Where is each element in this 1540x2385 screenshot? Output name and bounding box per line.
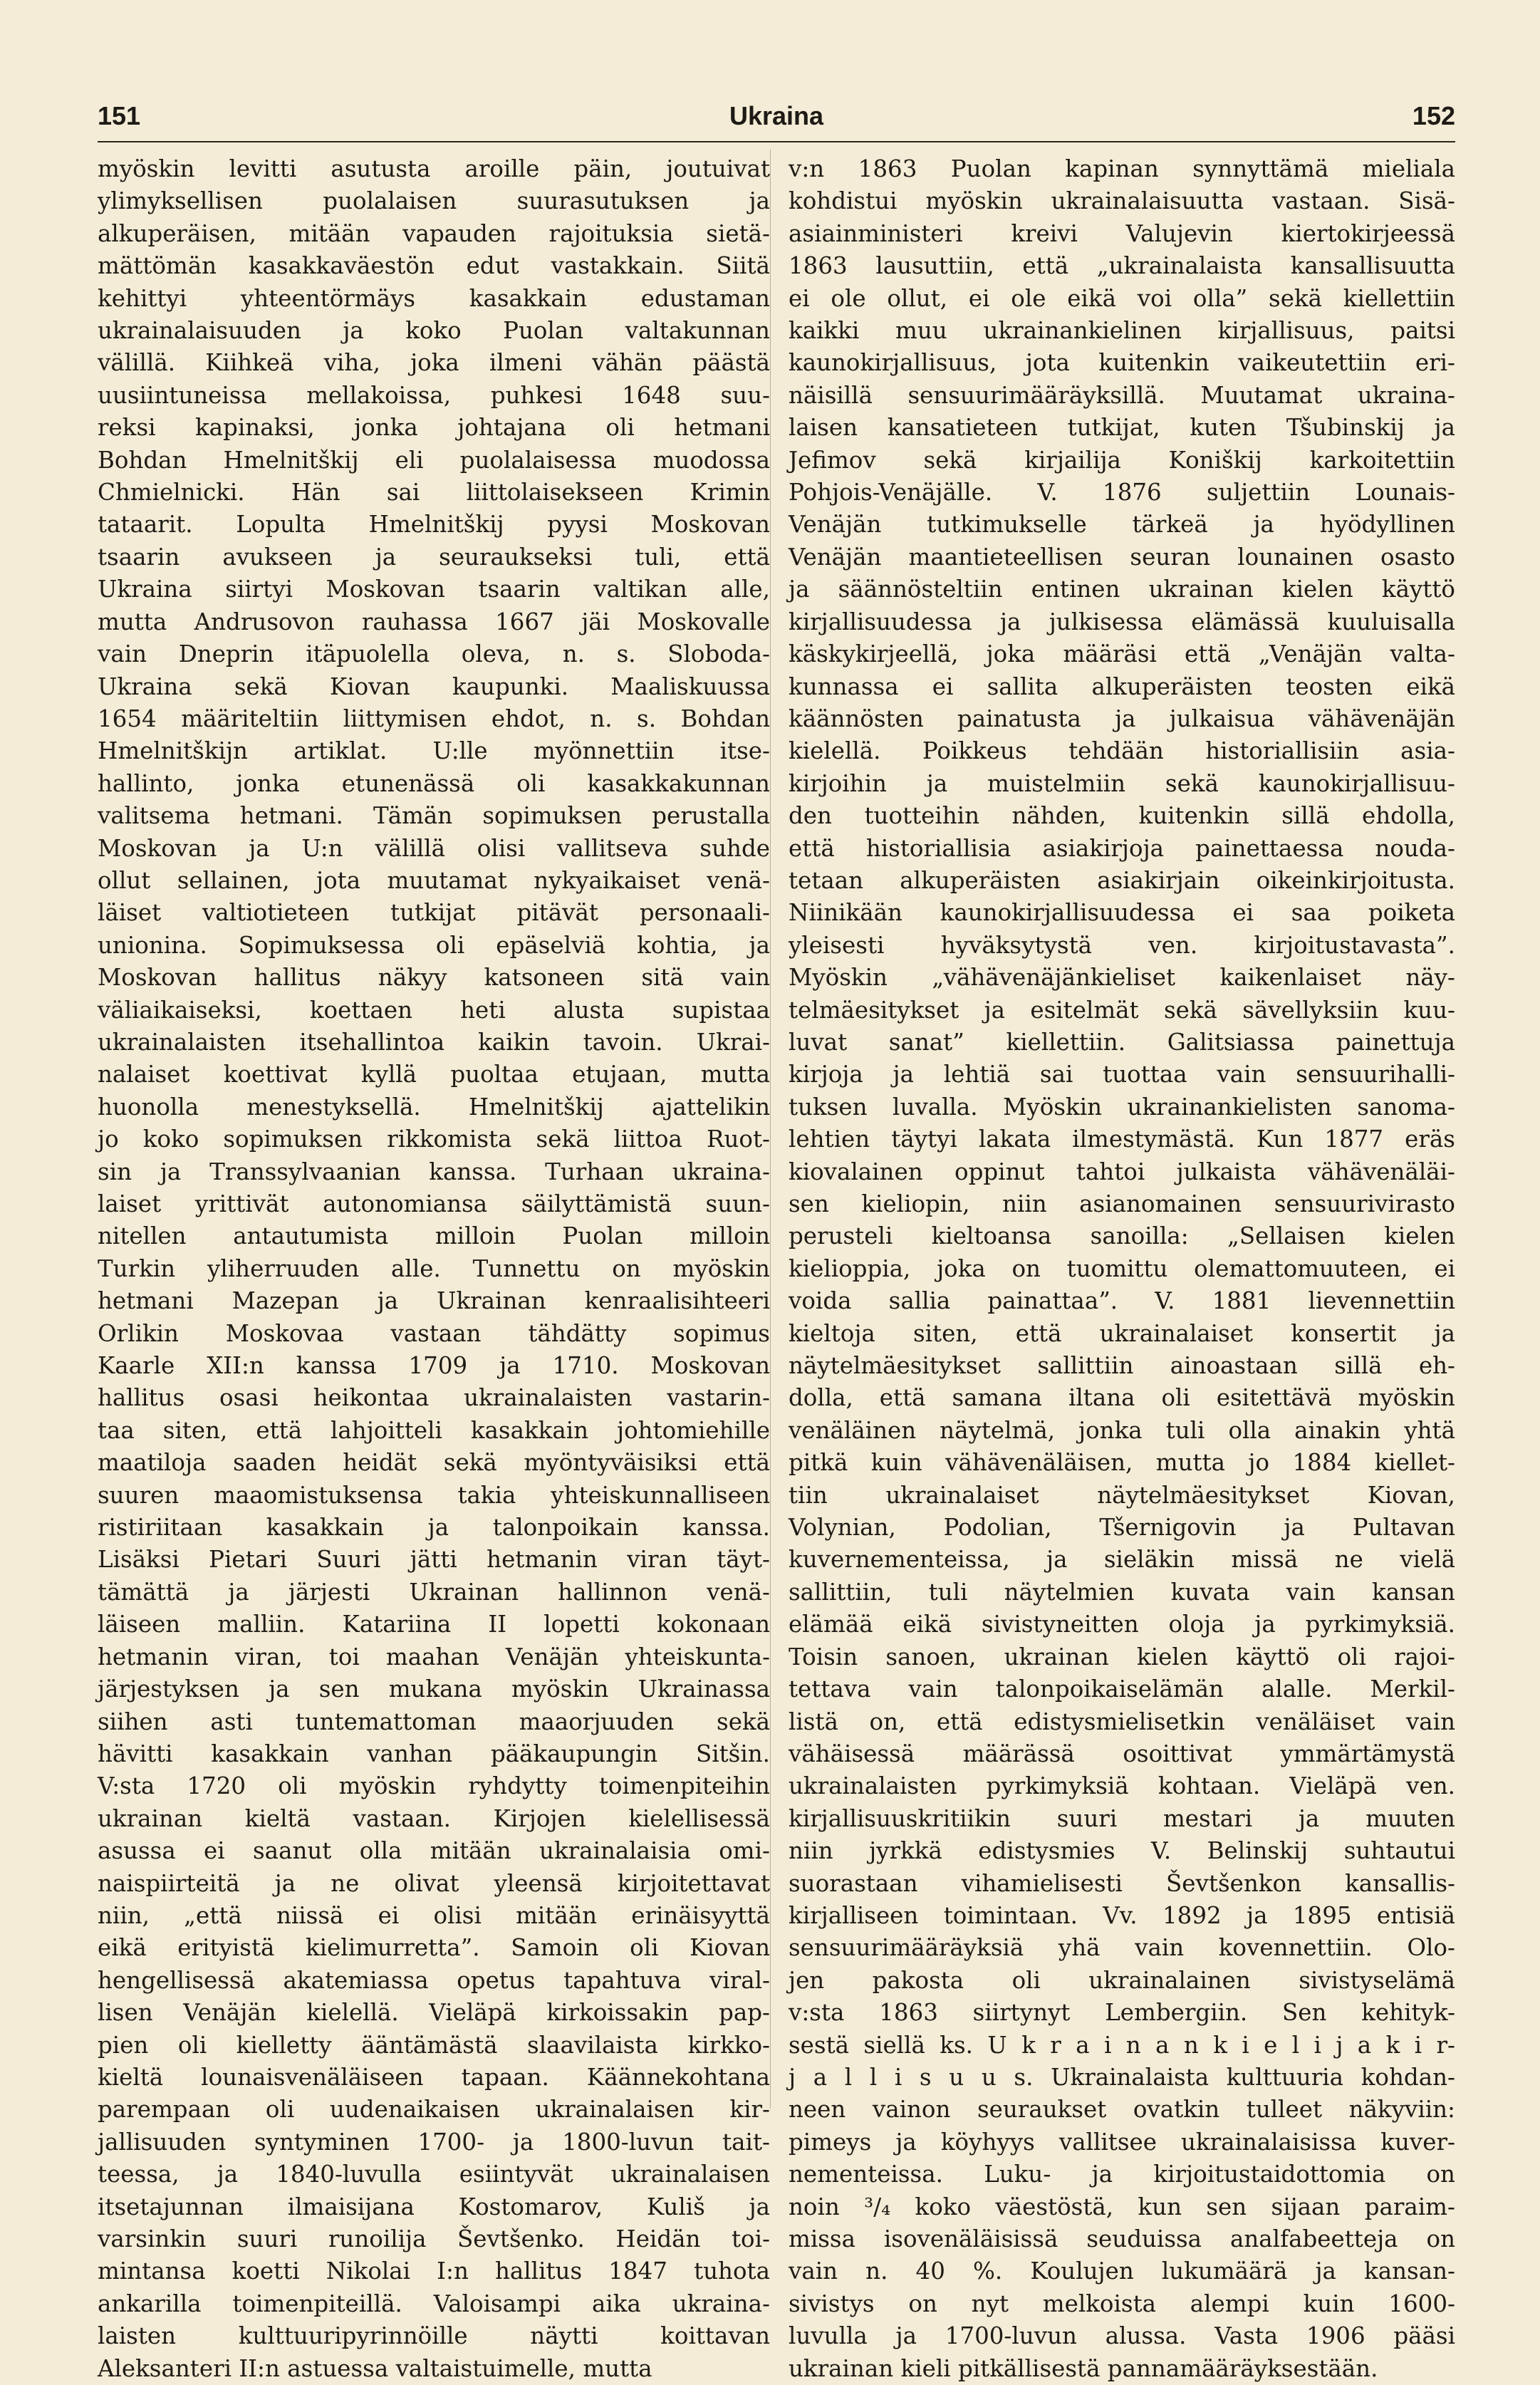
page-number-right: 152 [1412,101,1455,130]
text-line: Turkin yliherruuden alle. Tunnettu on myöskin [98,1254,770,1282]
text-line: dolla, että samana iltana oli esitettävä myöskin [789,1384,1455,1412]
header-rule [98,141,1455,142]
text-line: että historiallisia asiakirjoja painettaessa nouda- [789,834,1455,862]
text-line: vain n. 40 %. Koulujen lukumäärä ja kansan- [789,2257,1455,2285]
text-line: pimeys ja köyhyys vallitsee ukrainalaisissa kuver- [789,2128,1455,2156]
text-line: sivistys on nyt melkoista alempi kuin 1600- [789,2290,1455,2317]
text-line: sin ja Transsylvaanian kanssa. Turhaan ukraina- [98,1158,770,1185]
text-line: luvat sanat” kiellettiin. Galitsiassa painettuja [789,1028,1455,1056]
text-line: tsaarin avukseen ja seuraukseksi tuli, että [98,543,770,571]
text-line: parempaan oli uudenaikaisen ukrainalaisen kir- [98,2096,770,2124]
text-line: Volynian, Podolian, Tšernigovin ja Pultavan [789,1514,1455,1542]
text-line: Chmielnicki. Hän sai liittolaisekseen Krimin [98,479,770,506]
text-line: Orlikin Moskovaa vastaan tähdätty sopimus [98,1319,770,1347]
text-line: hallinto, jonka etunenässä oli kasakkakunnan [98,769,770,797]
text-line: ukrainalaisuuden ja koko Puolan valtakunnan [98,317,770,345]
text-line: Aleksanteri II:n astuessa valtaistuimelle, mutta [98,2354,652,2382]
text-line: 1654 määriteltiin liittymisen ehdot, n. s. Bohdan [98,705,770,732]
text-line: huonolla menestyksellä. Hmelnitškij ajattelikin [98,1093,770,1121]
text-line: hallitus osasi heikontaa ukrainalaisten vastarin- [98,1384,770,1412]
text-line: kohdistui myöskin ukrainalaisuutta vastaan. Sisä- [789,187,1455,215]
text-line: naispiirteitä ja ne olivat yleensä kirjoitettavat [98,1869,770,1897]
text-line: kirjallisuuskritiikin suuri mestari ja muuten [789,1804,1455,1832]
text-line: Moskovan hallitus näkyy katsoneen sitä vain [98,964,770,992]
text-line: valitsema hetmani. Tämän sopimuksen perustalla [98,802,770,830]
text-line: jen pakosta oli ukrainalainen sivistyselämä [789,1966,1455,1994]
text-line: Hmelnitškijn artiklat. U:lle myönnettiin itse- [98,737,770,765]
text-line: Kaarle XII:n kanssa 1709 ja 1710. Moskovan [98,1352,770,1380]
text-line: ja säännösteltiin entinen ukrainan kielen käyttö [789,576,1455,603]
text-line: mutta Andrusovon rauhassa 1667 jäi Moskovalle [98,608,770,635]
text-line: tettava vain talonpoikaiselämän alalle. Merkil- [789,1675,1455,1703]
text-line: v:n 1863 Puolan kapinan synnyttämä mieliala [789,155,1455,182]
text-line: ollut sellainen, jota muutamat nykyaikaiset venä- [98,866,770,894]
text-line: ristiriitaan kasakkain ja talonpoikain kanssa. [98,1514,770,1542]
text-line: kirjoihin ja muistelmiin sekä kaunokirjallisuu- [789,769,1455,797]
text-line: Ukraina siirtyi Moskovan tsaarin valtikan alle, [98,576,770,603]
text-line: myöskin levitti asutusta aroille päin, joutuivat [98,155,770,182]
text-line: Lisäksi Pietari Suuri jätti hetmanin viran täyt- [98,1546,770,1574]
text-line: alkuperäisen, mitään vapauden rajoituksia sietä- [98,219,770,247]
text-line: väliaikaiseksi, koettaen heti alusta supistaa [98,996,770,1024]
text-line: Venäjän maantieteellisen seuran lounainen osasto [789,543,1455,571]
text-line: perusteli kieltoansa sanoilla: „Sellaisen kielen [789,1222,1455,1250]
text-line: ukrainalaisten pyrkimyksiä kohtaan. Vieläpä ven. [789,1772,1455,1800]
text-line: suorastaan vihamielisesti Ševtšenkon kansallis- [789,1869,1455,1897]
text-line: Toisin sanoen, ukrainan kielen käyttö oli rajoi- [789,1643,1455,1670]
text-line: teessa, ja 1840-luvulla esiintyvät ukrainalaisen [98,2161,770,2188]
text-line: tetaan alkuperäisten asiakirjain oikeinkirjoitusta. [789,866,1455,894]
text-line: asussa ei saanut olla mitään ukrainalaisia omi- [98,1837,770,1865]
text-line: kaikki muu ukrainankielinen kirjallisuus, paitsi [789,317,1455,345]
text-line: sensuurimääräyksiä yhä vain kovennettiin. Olo- [789,1934,1455,1962]
text-line: ukrainan kieli pitkällisestä pannamääräyksestään. [789,2354,1378,2382]
text-line: missa isovenäläisissä seuduissa analfabeetteja on [789,2225,1455,2252]
text-line: mintansa koetti Nikolai I:n hallitus 1847 tuhota [98,2257,770,2285]
text-line: kirjallisuudessa ja julkisessa elämässä kuuluisalla [789,608,1455,635]
text-line: tämättä ja järjesti Ukrainan hallinnon venä- [98,1578,770,1606]
column-divider [770,150,771,2109]
text-line: ankarilla toimenpiteillä. Valoisampi aika ukraina- [98,2290,770,2317]
text-line: ukrainalaisten itsehallintoa kaikin tavoin. Ukrai- [98,1028,770,1056]
text-line: elämää eikä sivistyneitten oloja ja pyrkimyksiä. [789,1611,1455,1638]
text-line: listä on, että edistysmielisetkin venäläiset vain [789,1708,1455,1735]
text-line: läiseen malliin. Katariina II lopetti kokonaan [98,1611,770,1638]
text-line: yleisesti hyväksytystä ven. kirjoitustavasta”. [789,931,1455,959]
page-header [98,101,1455,144]
text-line: käskykirjeellä, joka määräsi että „Venäjän valta- [789,640,1455,668]
text-line: välillä. Kiihkeä viha, joka ilmeni vähän päästä [98,349,770,377]
text-line: ei ole ollut, ei ole eikä voi olla” sekä kiellettiin [789,284,1455,312]
text-line: hetmanin viran, toi maahan Venäjän yhteiskunta- [98,1643,770,1670]
text-line: asiainministeri kreivi Valujevin kiertokirjeessä [789,219,1455,247]
text-line: laiset yrittivät autonomiansa säilyttämistä suun- [98,1190,770,1217]
text-line: Venäjän tutkimukselle tärkeä ja hyödyllinen [789,511,1455,539]
text-line: reksi kapinaksi, jonka johtajana oli hetmani [98,414,770,442]
text-line: j a l l i s u u s. Ukrainalaista kulttuuria kohdan- [789,2063,1455,2091]
text-line: kieltoja siten, että ukrainalaiset konsertit ja [789,1319,1455,1347]
text-line: siihen asti tuntemattoman maaorjuuden sekä [98,1708,770,1735]
running-title: Ukraina [729,101,824,130]
text-line: mättömän kasakkaväestön edut vastakkain. Siitä [98,252,770,280]
text-line: Niinikään kaunokirjallisuudessa ei saa poiketa [789,899,1455,927]
text-line: tiin ukrainalaiset näytelmäesitykset Kiovan, [789,1481,1455,1509]
text-line: pien oli kielletty ääntämästä slaavilaista kirkko- [98,2031,770,2059]
text-line: neen vainon seuraukset ovatkin tulleet näkyviin: [789,2096,1455,2124]
text-line: kehittyi yhteentörmäys kasakkain edustaman [98,284,770,312]
text-line: jallisuuden syntyminen 1700- ja 1800-luvun tait- [98,2128,770,2156]
text-line: sen kieliopin, niin asianomainen sensuurivirasto [789,1190,1455,1217]
text-line: sallittiin, tuli näytelmien kuvata vain kansan [789,1578,1455,1606]
text-line: lehtien täytyi lakata ilmestymästä. Kun 1877 eräs [789,1126,1455,1153]
text-line: niin, „että niissä ei olisi mitään erinäisyyttä [98,1901,770,1929]
text-line: kieltä lounaisvenäläiseen tapaan. Käännekohtana [98,2063,770,2091]
text-line: ylimyksellisen puolalaisen suurasutuksen ja [98,187,770,215]
text-line: suuren maaomistuksensa takia yhteiskunnalliseen [98,1481,770,1509]
text-line: voida sallia painattaa”. V. 1881 lievennettiin [789,1287,1455,1315]
text-line: uusiintuneissa mellakoissa, puhkesi 1648 suu- [98,381,770,409]
text-line: nalaiset koettivat kyllä puoltaa etujaan, mutta [98,1061,770,1088]
text-line: pitkä kuin vähävenäläisen, mutta jo 1884 kiellet- [789,1449,1455,1477]
text-line: taa siten, että lahjoitteli kasakkain johtomiehille [98,1416,770,1444]
text-line: Moskovan ja U:n välillä olisi vallitseva suhde [98,834,770,862]
text-line: käännösten painatusta ja julkaisua vähävenäjän [789,705,1455,732]
text-line: v:sta 1863 siirtynyt Lembergiin. Sen kehityk- [789,1999,1455,2027]
text-line: vain Dneprin itäpuolella oleva, n. s. Sloboda- [98,640,770,668]
text-line: luvulla ja 1700-luvun alussa. Vasta 1906 pääsi [789,2322,1455,2350]
text-line: niin jyrkkä edistysmies V. Belinskij suhtautui [789,1837,1455,1865]
text-line: Jefimov sekä kirjailija Koniškij karkoitettiin [789,446,1455,474]
text-line: maatiloja saaden heidät sekä myöntyväisiksi että [98,1449,770,1477]
text-line: V:sta 1720 oli myöskin ryhdytty toimenpiteihin [98,1772,770,1800]
text-line: den tuotteihin nähden, kuitenkin sillä ehdolla, [789,802,1455,830]
text-line: kunnassa ei sallita alkuperäisten teosten eikä [789,672,1455,700]
text-line: 1863 lausuttiin, että „ukrainalaista kansallisuutta [789,252,1455,280]
text-line: ukrainan kieltä vastaan. Kirjojen kielellisessä [98,1804,770,1832]
text-line: itsetajunnan ilmaisijana Kostomarov, Kuliš ja [98,2193,770,2220]
text-line: laisten kulttuuripyrinnöille näytti koittavan [98,2322,770,2350]
text-line: nementeissa. Luku- ja kirjoitustaidottomia on [789,2161,1455,2188]
text-line: kuvernementeissa, ja sieläkin missä ne vielä [789,1546,1455,1574]
text-line: kiovalainen oppinut tahtoi julkaista vähävenäläi- [789,1158,1455,1185]
text-line: näisillä sensuurimääräyksillä. Muutamat ukraina- [789,381,1455,409]
text-line: tataarit. Lopulta Hmelnitškij pyysi Moskovan [98,511,770,539]
text-line: kirjoja ja lehtiä sai tuottaa vain sensuurihalli- [789,1061,1455,1088]
text-line: kielellä. Poikkeus tehdään historiallisiin asia- [789,737,1455,765]
text-line: noin ³/₄ koko väestöstä, kun sen sijaan paraim- [789,2193,1455,2220]
text-line: hetmani Mazepan ja Ukrainan kenraalisihteeri [98,1287,770,1315]
text-line: Myöskin „vähävenäjänkieliset kaikenlaiset näy- [789,964,1455,992]
text-line: jo koko sopimuksen rikkomista sekä liittoa Ruot- [98,1126,770,1153]
text-line: kielioppia, joka on tuomittu olemattomuuteen, ei [789,1254,1455,1282]
text-line: kaunokirjallisuus, jota kuitenkin vaikeutettiin eri- [789,349,1455,377]
text-line: Bohdan Hmelnitškij eli puolalaisessa muodossa [98,446,770,474]
text-line: Ukraina sekä Kiovan kaupunki. Maaliskuussa [98,672,770,700]
text-line: unionina. Sopimuksessa oli epäselviä kohtia, ja [98,931,770,959]
text-line: nitellen antautumista milloin Puolan milloin [98,1222,770,1250]
text-line: lisen Venäjän kielellä. Vieläpä kirkoissakin pap- [98,1999,770,2027]
text-line: sestä siellä ks. U k r a i n a n k i e l i j a k i r- [789,2031,1455,2059]
text-line: venäläinen näytelmä, jonka tuli olla ainakin yhtä [789,1416,1455,1444]
text-line: hävitti kasakkain vanhan pääkaupungin Sitšin. [98,1740,770,1767]
text-line: järjestyksen ja sen mukana myöskin Ukrainassa [98,1675,770,1703]
text-line: eikä erityistä kielimurretta”. Samoin oli Kiovan [98,1934,770,1962]
text-line: varsinkin suuri runoilija Ševtšenko. Heidän toi- [98,2225,770,2252]
page-number-left: 151 [98,101,141,130]
text-line: Pohjois-Venäjälle. V. 1876 suljettiin Lounais- [789,479,1455,506]
left-column [98,153,770,2385]
text-line: laisen kansatieteen tutkijat, kuten Tšubinskij ja [789,414,1455,442]
text-line: tuksen luvalla. Myöskin ukrainankielisten sanoma- [789,1093,1455,1121]
text-line: telmäesitykset ja esitelmät sekä sävellyksiin kuu- [789,996,1455,1024]
text-line: vähäisessä määrässä osoittivat ymmärtämystä [789,1740,1455,1767]
text-line: hengellisessä akatemiassa opetus tapahtuva viral- [98,1966,770,1994]
right-column [789,153,1455,2385]
text-line: kirjalliseen toimintaan. Vv. 1892 ja 1895 entisiä [789,1901,1455,1929]
text-line: läiset valtiotieteen tutkijat pitävät personaali- [98,899,770,927]
text-line: näytelmäesitykset sallittiin ainoastaan sillä eh- [789,1352,1455,1380]
